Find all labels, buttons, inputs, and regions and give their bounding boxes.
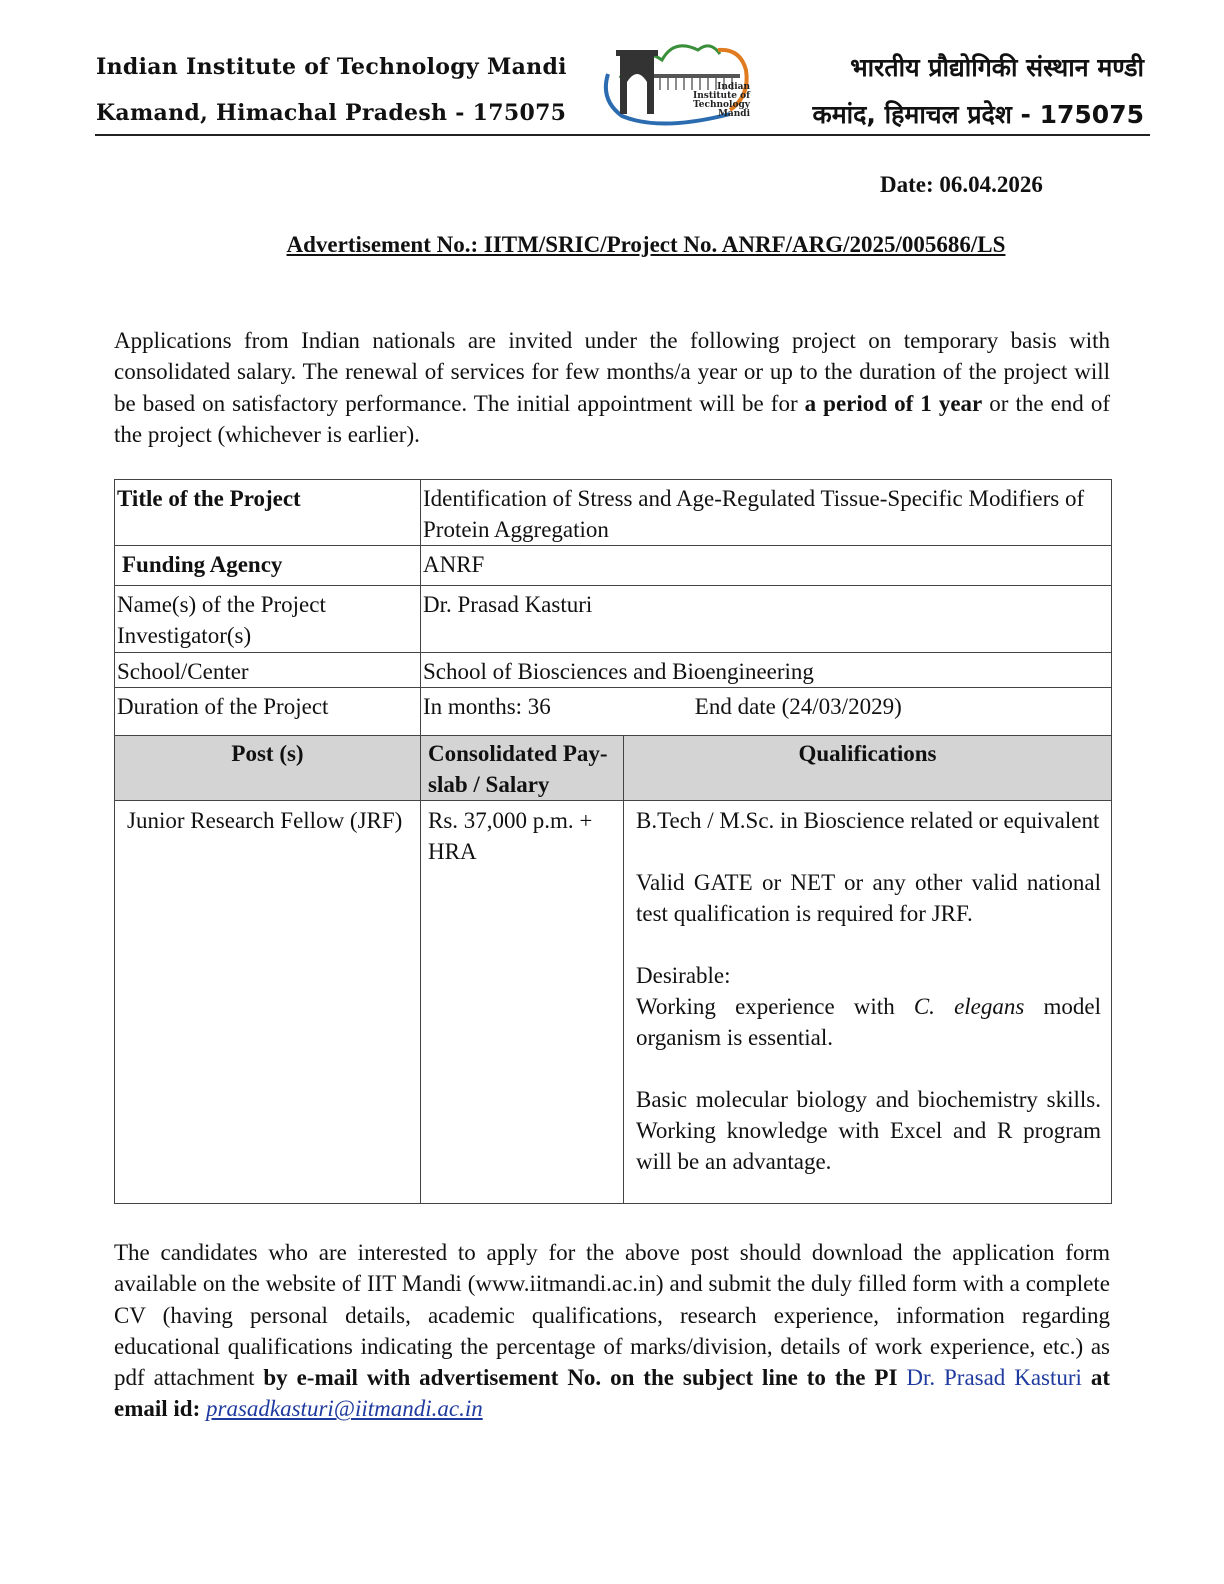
institute-address-hindi: कमांद, हिमाचल प्रदेश - 175075 — [812, 100, 1144, 129]
project-title-value: Identification of Stress and Age-Regulated Tissue-Specific Modifiers of Protein Aggregation — [421, 480, 1112, 546]
post-header: Post (s) — [115, 736, 421, 801]
project-title-label: Title of the Project — [115, 480, 421, 546]
qualification-skills: Basic molecular biology and biochemistry skills. Working knowledge with Excel and R program will be an advantage. — [636, 1087, 1101, 1174]
qualification-exam: Valid GATE or NET or any other valid national test qualification is required for JRF. — [636, 870, 1101, 926]
institute-name-english: Indian Institute of Technology Mandi — [96, 54, 567, 80]
document-date: Date: 06.04.2026 — [880, 172, 1043, 197]
institute-address-english: Kamand, Himachal Pradesh - 175075 — [96, 100, 567, 126]
table-row — [115, 546, 1112, 586]
pi-name: Dr. Prasad Kasturi — [906, 1365, 1082, 1391]
table-row — [115, 688, 1112, 736]
closing-paragraph: The candidates who are interested to apply for the above post should download the application form available on the website of IIT Mandi (www.iitmandi.ac.in) and submit the duly filled form with a complete CV (having personal details, academic qualifications, research experience, information regarding educational qualifications indicating the percentage of marks/division, details of work experience, etc.) as pdf attachment by e-mail with advertisement No. on the subject line to the PI Dr. Prasad Kasturi at email id: prasadkasturi@iitmandi.ac.in — [114, 1240, 1111, 1422]
qualification-degree: B.Tech / M.Sc. in Bioscience related or equivalent — [636, 808, 1100, 833]
investigator-value: Dr. Prasad Kasturi — [421, 586, 1112, 653]
funding-agency-value: ANRF — [421, 546, 1112, 586]
table-row — [115, 480, 1112, 546]
funding-agency-label: Funding Agency — [115, 546, 421, 586]
table-row — [115, 653, 1112, 688]
duration-value: In months: 36 End date (24/03/2029) — [421, 688, 1112, 736]
table-row — [115, 801, 1112, 1204]
salary-header: Consolidated Pay-slab / Salary — [421, 736, 624, 801]
qualification-experience: Working experience with C. elegans model organism is essential. — [636, 994, 1101, 1050]
post-qualifications — [624, 801, 1112, 1204]
post-salary: Rs. 37,000 p.m. + HRA — [421, 801, 624, 1204]
advertisement-number: Advertisement No.: IITM/SRIC/Project No. ANRF/ARG/2025/005686/LS — [286, 232, 1006, 257]
institute-name-hindi: भारतीय प्रौद्योगिकी संस्थान मण्डी — [850, 53, 1144, 82]
logo-caption: Indian Institute of Technology Mandi — [693, 82, 750, 119]
posts-header-row — [115, 736, 1112, 801]
duration-label: Duration of the Project — [115, 688, 421, 736]
table-row — [115, 586, 1112, 653]
project-details-table — [114, 479, 1112, 1204]
pi-email-link[interactable]: prasadkasturi@iitmandi.ac.in — [206, 1396, 483, 1422]
header-divider — [95, 134, 1150, 136]
qualifications-header: Qualifications — [624, 736, 1112, 801]
school-value: School of Biosciences and Bioengineering — [421, 653, 1112, 688]
letterhead — [0, 0, 1224, 140]
investigator-label: Name(s) of the Project Investigator(s) — [115, 586, 421, 653]
desirable-label: Desirable: — [636, 963, 731, 988]
intro-paragraph: Applications from Indian nationals are invited under the following project on temporary basis with consolidated salary. The renewal of services for few months/a year or up to the duration of the project will be based on satisfactory performance. The initial appointment will be for a period of 1 year or the end of the project (whichever is earlier). — [114, 328, 1110, 447]
post-name: Junior Research Fellow (JRF) — [115, 801, 421, 1204]
school-label: School/Center — [115, 653, 421, 688]
